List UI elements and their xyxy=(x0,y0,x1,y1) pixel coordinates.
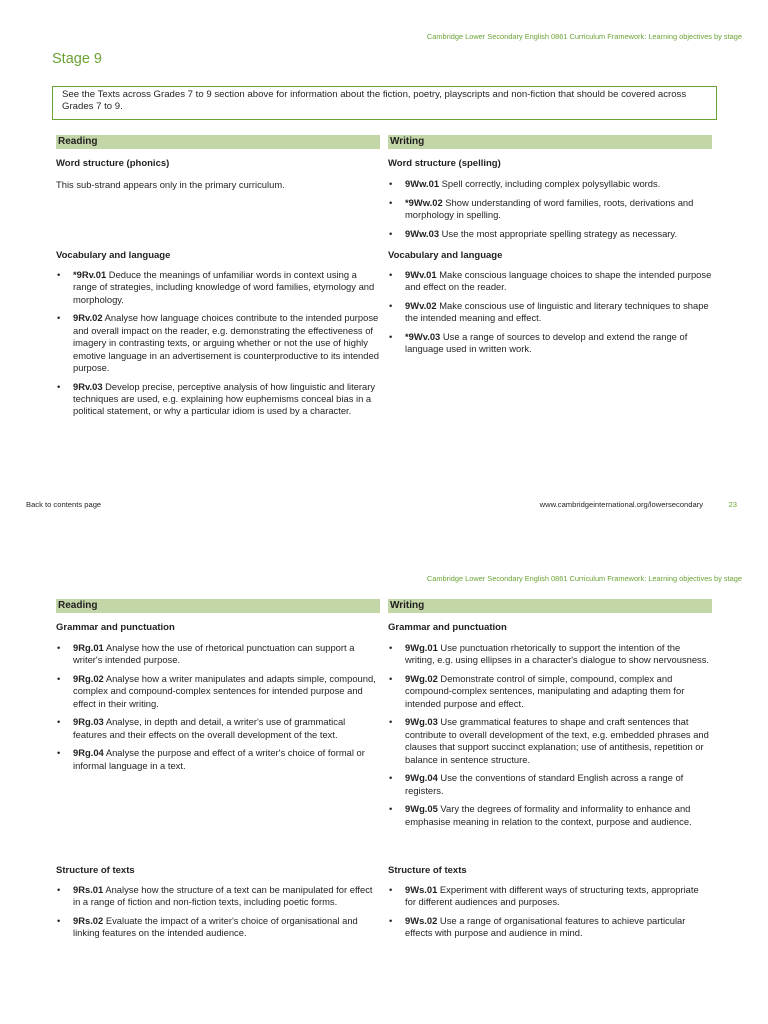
objective-text: Analyse how a writer manipulates and adapts simple, compound, complex and compound-complex sentences for intended purpose and effect in their writing. xyxy=(73,673,376,709)
objective-code: 9Wg.01 xyxy=(405,642,438,653)
objective-text: Analyse how the structure of a text can be manipulated for effect in a range of fiction and non-fiction texts, including poetic forms. xyxy=(73,884,373,908)
objective-text: Use a range of organisational features to achieve particular effects with purpose and audience in mind. xyxy=(405,915,686,939)
objective-code: 9Wv.02 xyxy=(405,300,437,311)
objective-text: Use a range of sources to develop and extend the range of language used in written work. xyxy=(405,331,688,355)
objective-text: Demonstrate control of simple, compound, complex and compound-complex sentences, manipulating and adapting them for intended purpose and effect. xyxy=(405,673,685,709)
back-to-contents-link[interactable]: Back to contents page xyxy=(26,500,102,509)
objective-list xyxy=(388,269,712,356)
section-title: Grammar and punctuation xyxy=(388,622,507,633)
list-item xyxy=(388,228,712,240)
objective-code: 9Rg.03 xyxy=(73,716,104,728)
list-item xyxy=(56,884,380,909)
objective-code: 9Rs.02 xyxy=(73,915,104,926)
objective-code: *9Rv.01 xyxy=(73,269,107,280)
objective-code: 9Rg.02 xyxy=(73,673,104,684)
writing-heading: Writing xyxy=(388,599,712,613)
page2-reading-column xyxy=(56,599,380,939)
objective-code: 9Ws.01 xyxy=(405,884,438,895)
section-title: Structure of texts xyxy=(388,865,467,876)
stage-title: Stage 9 xyxy=(52,51,102,67)
section-title: Word structure (spelling) xyxy=(388,158,501,169)
section-title: Vocabulary and language xyxy=(388,250,503,261)
objective-text: Spell correctly, including complex polysyllabic words. xyxy=(439,178,661,189)
list-item xyxy=(388,884,712,909)
objective-text: Make conscious language choices to shape the intended purpose and effect on the reader. xyxy=(405,269,712,293)
list-item xyxy=(56,312,380,374)
page-header: Cambridge Lower Secondary English 0861 Curriculum Framework: Learning objectives by stage xyxy=(426,32,742,41)
objective-code: 9Wg.02 xyxy=(405,673,438,684)
list-item xyxy=(56,747,380,772)
objective-list xyxy=(56,642,380,772)
objective-text: Develop precise, perceptive analysis of how linguistic and literary techniques are used, e.g. explaining how euphemisms conceal bias in a political statement, or why a particular idiom is used by a character. xyxy=(73,380,376,417)
objective-list xyxy=(388,178,712,240)
objective-text: Vary the degrees of formality and informality to enhance and emphasise meaning in relation to the context, purpose and audience. xyxy=(405,803,692,827)
list-item xyxy=(388,772,712,797)
list-item xyxy=(388,716,712,766)
page1-writing-column xyxy=(388,135,712,355)
section-title: Structure of texts xyxy=(56,865,135,876)
objective-text: Show understanding of word families, roots, derivations and morphology in spelling. xyxy=(405,196,694,220)
objective-text: Analyse, in depth and detail, a writer's use of grammatical features and their effects on the overall development of the text. xyxy=(73,716,346,740)
objective-text: Make conscious use of linguistic and literary techniques to shape the intended meaning and effect. xyxy=(405,300,709,324)
texts-note-box xyxy=(52,86,717,120)
section-note: This sub-strand appears only in the primary curriculum. xyxy=(56,179,285,190)
objective-text: Evaluate the impact of a writer's choice of organisational and linking features on the intended audience. xyxy=(73,915,358,939)
list-item xyxy=(388,178,712,190)
objective-code: *9Ww.02 xyxy=(405,196,443,208)
reading-heading: Reading xyxy=(56,599,380,613)
objective-code: 9Rg.01 xyxy=(73,642,104,653)
reading-heading: Reading xyxy=(56,135,380,149)
objective-text: Analyse the purpose and effect of a writer's choice of formal or informal language in a text. xyxy=(73,747,365,771)
objective-code: 9Rs.01 xyxy=(73,884,104,895)
objective-code: 9Rv.02 xyxy=(73,312,103,324)
objective-list xyxy=(56,884,380,940)
page-number: 23 xyxy=(728,500,737,509)
list-item xyxy=(56,915,380,940)
list-item xyxy=(56,716,380,741)
objective-code: 9Wg.05 xyxy=(405,803,438,815)
objective-code: 9Ws.02 xyxy=(405,915,438,926)
objective-list xyxy=(56,269,380,418)
objective-text: Deduce the meanings of unfamiliar words in context using a range of strategies, including knowledge of word families, etymology and morphology. xyxy=(73,269,375,305)
list-item xyxy=(388,331,712,356)
objective-code: 9Rv.03 xyxy=(73,380,103,392)
objective-code: 9Rg.04 xyxy=(73,747,104,759)
objective-code: 9Ww.01 xyxy=(405,178,440,189)
objective-text: Experiment with different ways of structuring texts, appropriate for different audiences and purposes. xyxy=(405,884,699,908)
section-title: Word structure (phonics) xyxy=(56,158,170,169)
objective-text: Use the conventions of standard English across a range of registers. xyxy=(405,772,684,796)
objective-code: 9Wg.04 xyxy=(405,772,438,784)
list-item xyxy=(388,803,712,828)
objective-list xyxy=(388,642,712,828)
list-item xyxy=(388,642,712,667)
page2-writing-column xyxy=(388,599,712,939)
writing-heading: Writing xyxy=(388,135,712,149)
objective-text: Use the most appropriate spelling strategy as necessary. xyxy=(439,227,678,239)
objective-text: Analyse how the use of rhetorical punctuation can support a writer's intended purpose. xyxy=(73,642,355,666)
objective-text: Analyse how language choices contribute to the intended purpose and overall impact on the reader, e.g. demonstrating the effectiveness of imagery in contrasting texts, or arguing whether or not the use of highly emotive language in an advertisement is counterproductive to its intended purpose. xyxy=(73,312,379,374)
section-title: Grammar and punctuation xyxy=(56,622,175,633)
list-item xyxy=(388,300,712,325)
objective-text: Use punctuation rhetorically to support the intention of the writing, e.g. using ellipses in a character's dialogue to show nervousness. xyxy=(405,642,710,666)
objective-code: 9Ww.03 xyxy=(405,227,440,239)
page1-reading-column xyxy=(56,135,380,417)
list-item xyxy=(388,269,712,294)
list-item xyxy=(388,673,712,710)
texts-note: See the Texts across Grades 7 to 9 section above for information about the fiction, poetry, playscripts and non-fiction that should be covered across Grades 7 to 9. xyxy=(62,89,687,112)
objective-text: Use grammatical features to shape and craft sentences that contribute to overall development of the text, e.g. embedded phrases and clauses that support succinct explanation; use of antithesis, repetition or balance in sentence structure. xyxy=(405,716,709,765)
list-item xyxy=(56,642,380,667)
list-item xyxy=(388,197,712,222)
website-link[interactable]: www.cambridgeinternational.org/lowersecondary xyxy=(539,500,703,509)
objective-code: 9Wv.01 xyxy=(405,269,437,280)
list-item xyxy=(56,269,380,306)
page-header: Cambridge Lower Secondary English 0861 Curriculum Framework: Learning objectives by stage xyxy=(426,574,742,583)
objective-list xyxy=(388,884,712,940)
list-item xyxy=(56,673,380,710)
section-title: Vocabulary and language xyxy=(56,250,171,261)
list-item xyxy=(56,381,380,418)
objective-code: *9Wv.03 xyxy=(405,331,441,342)
objective-code: 9Wg.03 xyxy=(405,716,438,728)
list-item xyxy=(388,915,712,940)
